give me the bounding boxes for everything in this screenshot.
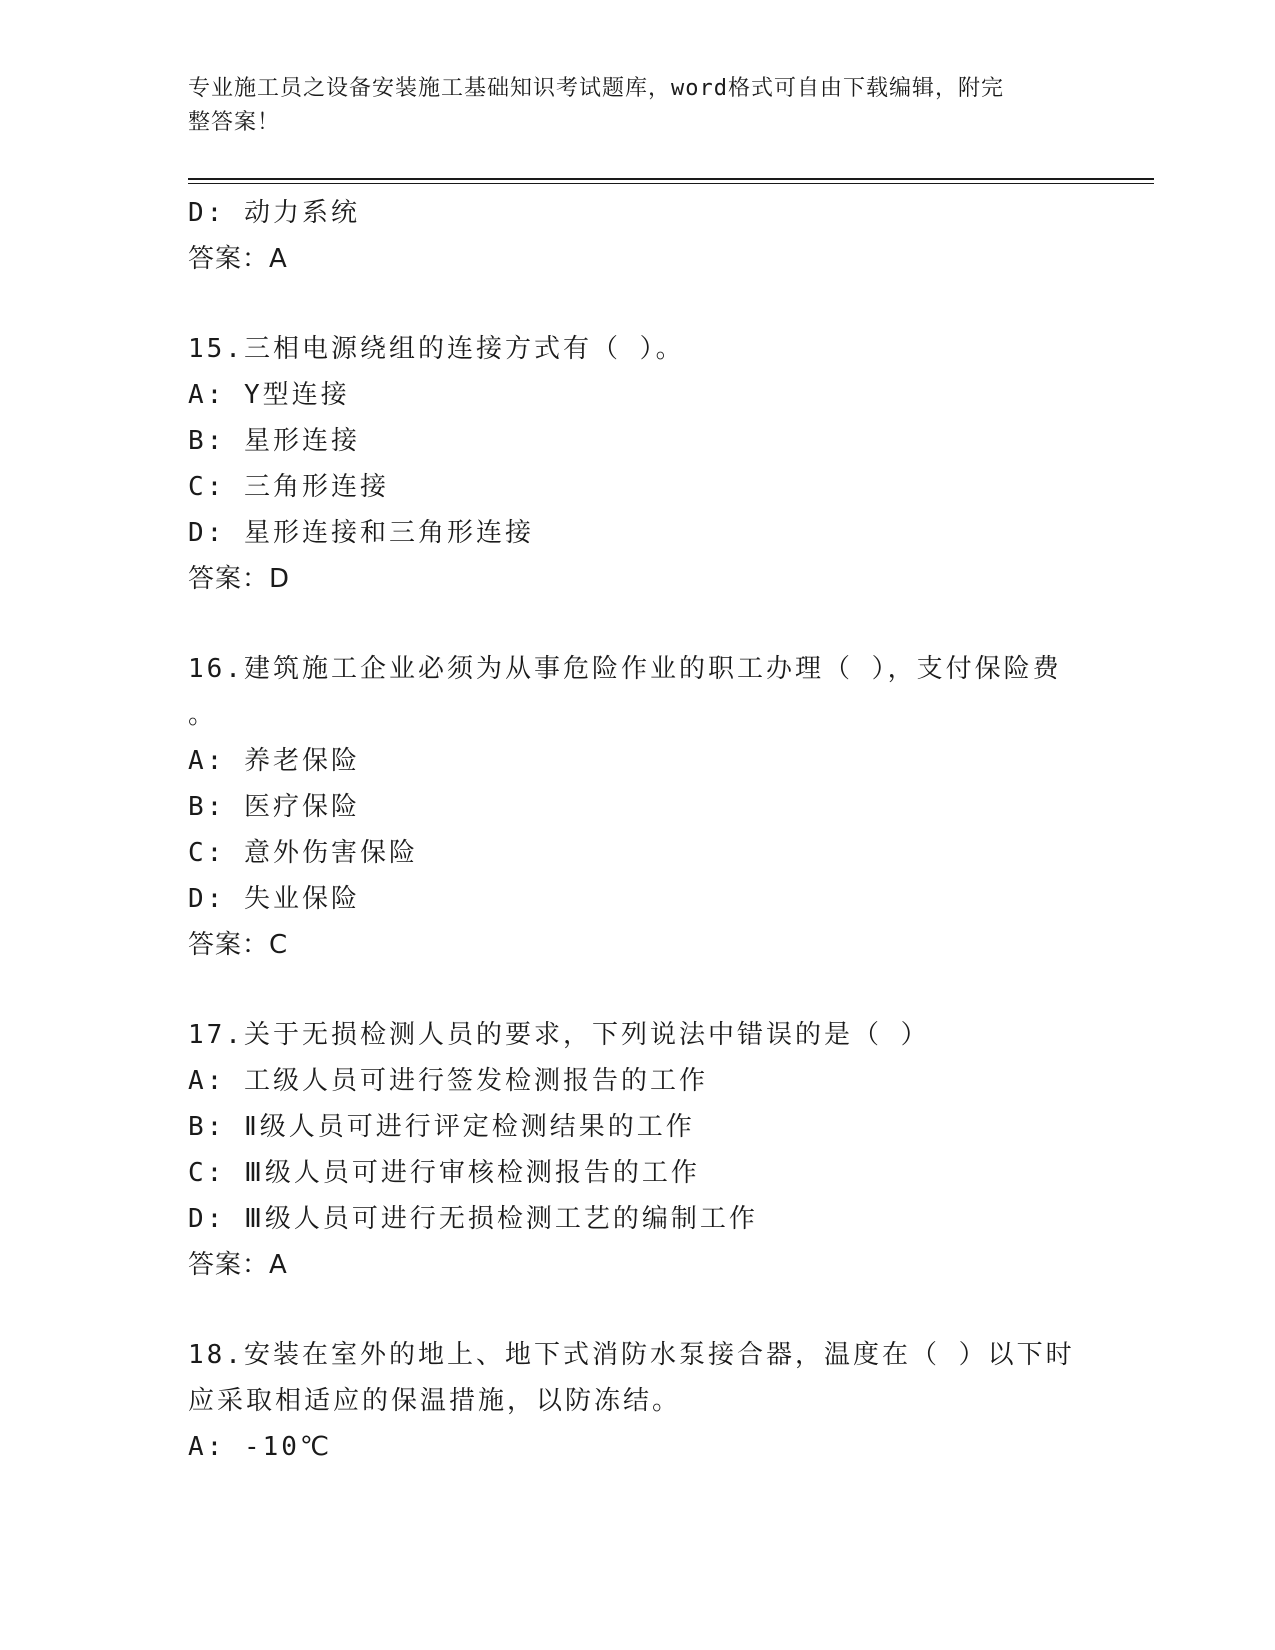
option-a: A: Y型连接 — [188, 380, 350, 410]
option-b: B: 医疗保险 — [188, 792, 360, 822]
option-c: C: 意外伤害保险 — [188, 838, 418, 868]
option-a: A: -10℃ — [188, 1432, 333, 1462]
option-c: C: Ⅲ级人员可进行审核检测报告的工作 — [188, 1158, 700, 1188]
question-16 — [188, 646, 1088, 968]
header-line-2: 整答案！ — [188, 110, 281, 135]
previous-question-tail — [188, 190, 1088, 282]
question-stem: 16.建筑施工企业必须为从事危险作业的职工办理（ ），支付保险费 — [188, 654, 1062, 684]
question-stem-continued: 应采取相适应的保温措施，以防冻结。 — [188, 1386, 682, 1416]
question-15 — [188, 326, 1088, 602]
answer-line: 答案：A — [188, 1250, 288, 1280]
document-header — [188, 72, 1068, 140]
option-d: D: 失业保险 — [188, 884, 360, 914]
option-d: D: 星形连接和三角形连接 — [188, 518, 534, 548]
question-stem: 17.关于无损检测人员的要求，下列说法中错误的是（ ） — [188, 1020, 930, 1050]
question-stem: 15.三相电源绕组的连接方式有（ ）。 — [188, 334, 685, 364]
option-b: B: 星形连接 — [188, 426, 360, 456]
option-c: C: 三角形连接 — [188, 472, 389, 502]
header-line-1: 专业施工员之设备安装施工基础知识考试题库，word格式可自由下载编辑，附完 — [188, 76, 1004, 101]
option-a: A: 养老保险 — [188, 746, 360, 776]
option-d: D: 动力系统 — [188, 198, 360, 228]
answer-line: 答案：C — [188, 930, 289, 960]
header-rule-thick — [188, 178, 1154, 180]
question-stem: 18.安装在室外的地上、地下式消防水泵接合器，温度在（ ）以下时 — [188, 1340, 1075, 1370]
question-18 — [188, 1332, 1088, 1470]
option-a: A: 工级人员可进行签发检测报告的工作 — [188, 1066, 708, 1096]
question-stem-continued: 。 — [188, 700, 218, 730]
answer-line: 答案：A — [188, 244, 288, 274]
option-d: D: Ⅲ级人员可进行无损检测工艺的编制工作 — [188, 1204, 758, 1234]
answer-line: 答案：D — [188, 564, 291, 594]
question-17 — [188, 1012, 1088, 1288]
option-b: B: Ⅱ级人员可进行评定检测结果的工作 — [188, 1112, 695, 1142]
document-body — [188, 190, 1088, 1470]
header-rule-thin — [188, 183, 1154, 184]
